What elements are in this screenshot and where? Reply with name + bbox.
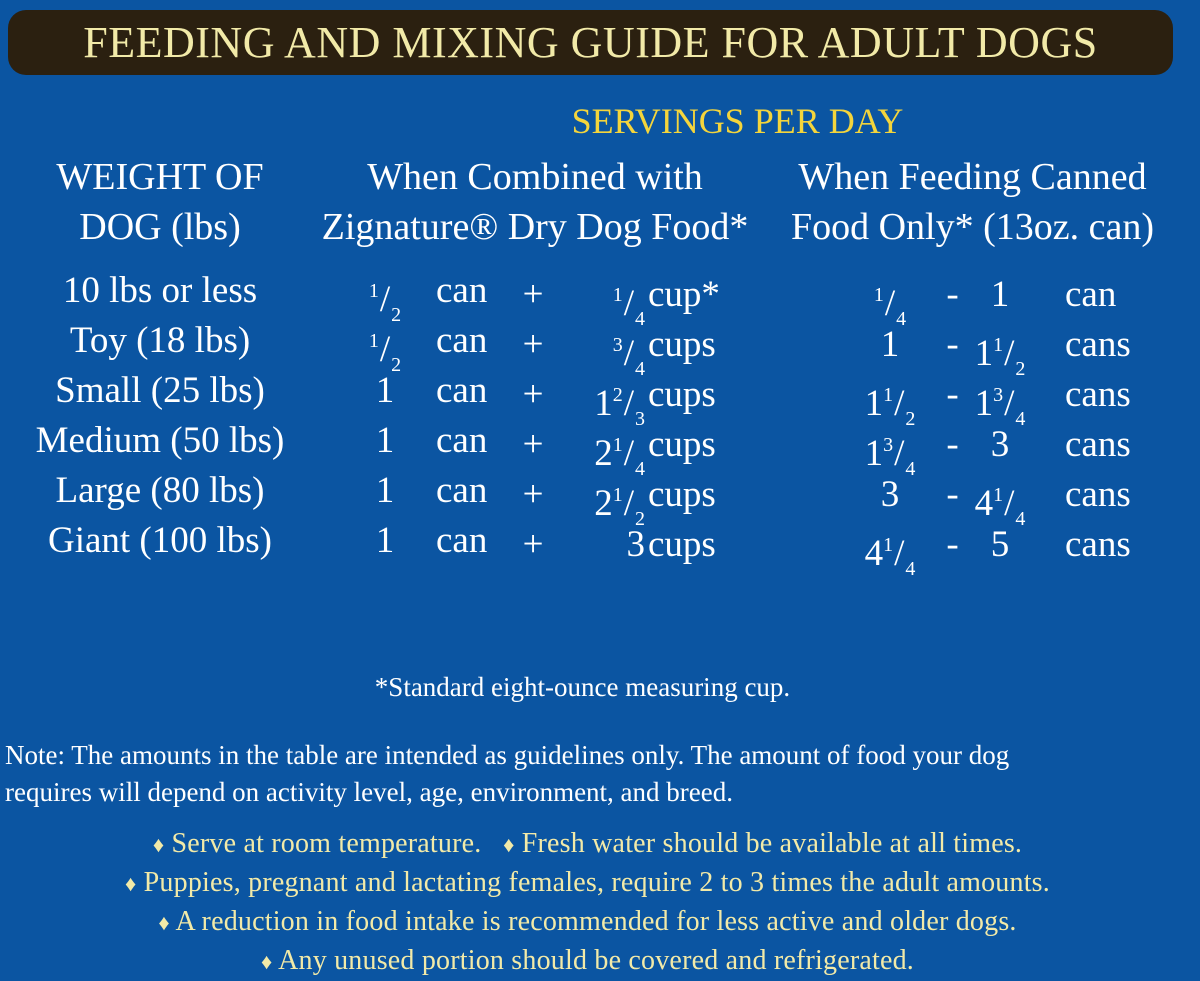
diamond-bullet-icon: ♦ bbox=[158, 910, 170, 935]
footnote: *Standard eight-ounce measuring cup. bbox=[374, 672, 791, 702]
fraction-numerator: 2 bbox=[612, 384, 623, 406]
range-dash: - bbox=[946, 324, 959, 365]
fraction-slash: / bbox=[623, 383, 634, 424]
fraction-denominator: 4 bbox=[635, 358, 645, 380]
plus-sign: + bbox=[522, 424, 544, 465]
fraction-denominator: 4 bbox=[1015, 408, 1026, 430]
column-header-weight bbox=[20, 152, 300, 252]
combined-cup-unit: cups bbox=[648, 374, 716, 415]
title-banner bbox=[8, 10, 1173, 75]
fraction-numerator: 1 bbox=[993, 484, 1004, 506]
tips-list bbox=[0, 825, 1175, 981]
page-title: FEEDING AND MIXING GUIDE FOR ADULT DOGS bbox=[83, 18, 1098, 67]
whole-number: 1 bbox=[974, 383, 994, 424]
canned-min-amount bbox=[850, 320, 930, 370]
diamond-bullet-icon: ♦ bbox=[152, 832, 165, 857]
fraction-slash: / bbox=[1004, 483, 1015, 524]
column-header-combined-line-2: Zignature® Dry Dog Food* bbox=[321, 206, 749, 248]
feeding-table bbox=[0, 266, 1200, 580]
fraction-slash: / bbox=[894, 383, 905, 424]
table-row bbox=[0, 416, 1200, 480]
canned-max-amount bbox=[965, 420, 1035, 470]
fraction-slash: / bbox=[884, 283, 896, 324]
column-header-canned-line-1: When Feeding Canned bbox=[798, 156, 1147, 198]
canned-max-amount bbox=[965, 270, 1035, 320]
fraction-slash: / bbox=[379, 279, 391, 320]
servings-per-day-header: SERVINGS PER DAY bbox=[571, 101, 904, 141]
combined-cup-unit: cups bbox=[648, 324, 716, 365]
column-header-combined-line-1: When Combined with bbox=[367, 156, 703, 198]
column-header-canned-line-2: Food Only* (13oz. can) bbox=[790, 206, 1155, 248]
whole-number: 1 bbox=[864, 383, 884, 424]
fraction-denominator: 4 bbox=[635, 308, 645, 330]
fraction-denominator: 4 bbox=[905, 558, 916, 580]
fraction-slash: / bbox=[1004, 333, 1015, 374]
fraction-numerator: 1 bbox=[612, 434, 623, 456]
combined-can-unit: can bbox=[436, 320, 488, 361]
fraction-slash: / bbox=[623, 283, 634, 324]
fraction-slash: / bbox=[894, 433, 905, 474]
combined-can-amount bbox=[345, 366, 425, 416]
plus-sign: + bbox=[522, 374, 544, 415]
column-header-weight-line-1: WEIGHT OF bbox=[56, 156, 264, 198]
fraction-slash: / bbox=[623, 483, 634, 524]
fraction-denominator: 4 bbox=[905, 458, 916, 480]
plus-sign: + bbox=[522, 274, 544, 315]
fraction-numerator: 3 bbox=[993, 384, 1004, 406]
diamond-bullet-icon: ♦ bbox=[503, 832, 515, 857]
dog-size-label: Small (25 lbs) bbox=[55, 370, 265, 411]
whole-number: 2 bbox=[594, 483, 613, 524]
fraction-slash: / bbox=[1004, 383, 1015, 424]
combined-cup-unit: cups bbox=[648, 474, 716, 515]
fraction-numerator: 1 bbox=[873, 284, 884, 306]
table-row bbox=[0, 266, 1200, 330]
canned-min-amount bbox=[850, 470, 930, 520]
tip-line bbox=[0, 825, 1175, 864]
fraction-numerator: 3 bbox=[883, 434, 894, 456]
fraction-denominator: 3 bbox=[635, 408, 645, 430]
fraction-denominator: 2 bbox=[635, 508, 645, 530]
fraction-denominator: 4 bbox=[635, 458, 645, 480]
note-line: requires will depend on activity level, age, environment, and breed. bbox=[5, 777, 733, 807]
combined-can-amount bbox=[345, 416, 425, 466]
combined-can-unit: can bbox=[436, 270, 488, 311]
fraction-numerator: 1 bbox=[368, 330, 379, 352]
fraction-denominator: 2 bbox=[1015, 358, 1026, 380]
whole-number: 1 bbox=[990, 274, 1010, 315]
note-paragraph bbox=[5, 737, 1200, 811]
canned-unit: can bbox=[1065, 274, 1117, 315]
combined-can-unit: can bbox=[436, 520, 488, 561]
whole-number: 3 bbox=[990, 424, 1010, 465]
dog-size-label: Medium (50 lbs) bbox=[35, 420, 285, 461]
canned-unit: cans bbox=[1065, 374, 1131, 415]
column-header-canned bbox=[775, 152, 1170, 252]
fraction-numerator: 1 bbox=[883, 534, 894, 556]
combined-can-unit: can bbox=[436, 420, 488, 461]
combined-cup-unit: cup* bbox=[648, 274, 720, 315]
fraction-denominator: 2 bbox=[391, 354, 402, 376]
fraction-slash: / bbox=[379, 329, 391, 370]
note-line: Note: The amounts in the table are intended as guidelines only. The amount of food your dog bbox=[5, 740, 1010, 770]
diamond-bullet-icon: ♦ bbox=[260, 949, 273, 974]
table-row bbox=[0, 366, 1200, 430]
fraction-numerator: 1 bbox=[612, 284, 623, 306]
whole-number: 4 bbox=[864, 533, 884, 574]
tip-line bbox=[0, 864, 1175, 903]
whole-number: 3 bbox=[880, 474, 900, 515]
plus-sign: + bbox=[522, 324, 544, 365]
combined-cup-amount bbox=[560, 520, 645, 570]
tip-text: A reduction in food intake is recommended for less active and older dogs. bbox=[175, 906, 1017, 937]
whole-number: 1 bbox=[375, 370, 395, 411]
column-header-weight-line-2: DOG (lbs) bbox=[79, 206, 241, 248]
whole-number: 5 bbox=[990, 524, 1010, 565]
combined-can-amount bbox=[345, 466, 425, 516]
fraction-slash: / bbox=[623, 333, 634, 374]
fraction-denominator: 2 bbox=[391, 304, 402, 326]
plus-sign: + bbox=[522, 474, 544, 515]
range-dash: - bbox=[946, 474, 959, 515]
diamond-bullet-icon: ♦ bbox=[125, 871, 137, 896]
fraction-slash: / bbox=[894, 533, 905, 574]
combined-can-unit: can bbox=[436, 370, 488, 411]
fraction-denominator: 4 bbox=[1015, 508, 1026, 530]
whole-number: 1 bbox=[864, 433, 884, 474]
combined-can-unit: can bbox=[436, 470, 488, 511]
fraction-slash: / bbox=[623, 433, 634, 474]
combined-cup-unit: cups bbox=[648, 424, 716, 465]
dog-size-label: Large (80 lbs) bbox=[55, 470, 265, 511]
fraction-denominator: 2 bbox=[905, 408, 916, 430]
range-dash: - bbox=[946, 374, 959, 415]
whole-number: 1 bbox=[375, 470, 395, 511]
combined-can-amount bbox=[345, 516, 425, 566]
plus-sign: + bbox=[522, 524, 544, 565]
table-row bbox=[0, 316, 1200, 380]
dog-size-label: Toy (18 lbs) bbox=[69, 320, 251, 361]
canned-unit: cans bbox=[1065, 324, 1131, 365]
whole-number: 4 bbox=[974, 483, 994, 524]
canned-unit: cans bbox=[1065, 474, 1131, 515]
canned-min-amount bbox=[850, 520, 930, 594]
tip-line bbox=[0, 942, 1175, 981]
whole-number: 1 bbox=[974, 333, 994, 374]
whole-number: 1 bbox=[594, 383, 613, 424]
fraction-numerator: 1 bbox=[883, 384, 894, 406]
whole-number: 3 bbox=[626, 524, 645, 565]
table-row bbox=[0, 466, 1200, 530]
canned-max-amount bbox=[965, 520, 1035, 570]
whole-number: 1 bbox=[375, 420, 395, 461]
fraction-numerator: 1 bbox=[612, 484, 623, 506]
whole-number: 2 bbox=[594, 433, 613, 474]
range-dash: - bbox=[946, 424, 959, 465]
range-dash: - bbox=[946, 274, 959, 315]
table-row bbox=[0, 516, 1200, 580]
tip-text: Serve at room temperature. bbox=[171, 828, 482, 859]
range-dash: - bbox=[946, 524, 959, 565]
fraction-numerator: 1 bbox=[368, 280, 379, 302]
tip-line bbox=[0, 903, 1175, 942]
whole-number: 1 bbox=[880, 324, 900, 365]
tip-text: Fresh water should be available at all times. bbox=[521, 828, 1023, 859]
dog-size-label: Giant (100 lbs) bbox=[47, 520, 273, 561]
whole-number: 1 bbox=[375, 520, 395, 561]
canned-unit: cans bbox=[1065, 524, 1131, 565]
canned-unit: cans bbox=[1065, 424, 1131, 465]
fraction-denominator: 4 bbox=[896, 308, 907, 330]
fraction-numerator: 1 bbox=[993, 334, 1004, 356]
tip-text: Any unused portion should be covered and refrigerated. bbox=[278, 945, 915, 976]
dog-size-label: 10 lbs or less bbox=[62, 270, 258, 311]
tip-text: Puppies, pregnant and lactating females, require 2 to 3 times the adult amounts. bbox=[143, 867, 1050, 898]
combined-cup-unit: cups bbox=[648, 524, 716, 565]
column-header-combined bbox=[300, 152, 770, 252]
fraction-numerator: 3 bbox=[612, 334, 623, 356]
